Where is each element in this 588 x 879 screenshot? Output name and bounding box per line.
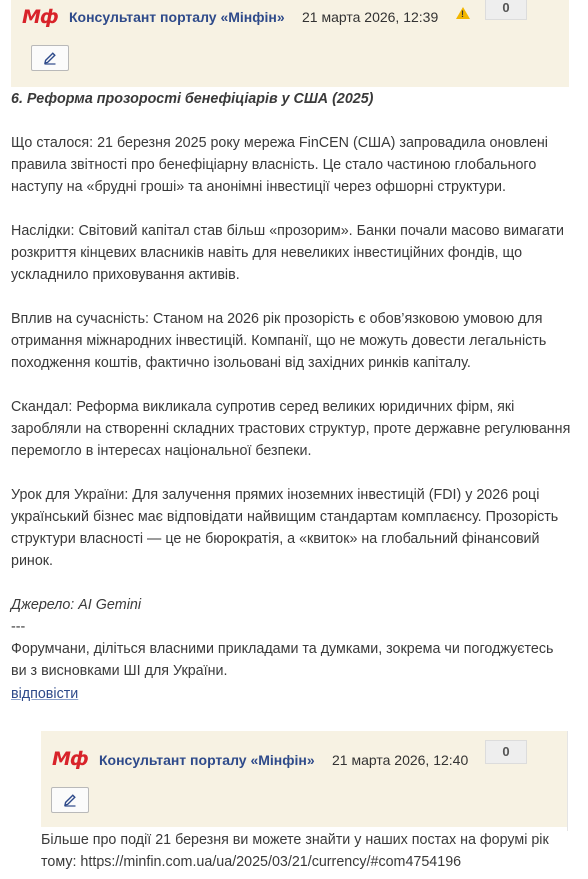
post1-date: 21 марта 2026, 12:39: [302, 9, 439, 25]
post1-body: [11, 88, 571, 682]
post2-logo: Мф: [52, 748, 88, 770]
thread-divider: [567, 731, 568, 831]
post2-vote-count[interactable]: 0: [485, 740, 527, 764]
post1-author[interactable]: Консультант порталу «Мінфін»: [69, 9, 285, 25]
post1-vote-count[interactable]: 0: [485, 0, 527, 20]
pencil-icon: [42, 50, 58, 66]
post1-separator: ---: [11, 619, 26, 635]
post1-paragraph: Вплив на сучасність: Станом на 2026 рік прозорість є обов’язковою умовою для отримання міжнародних інвестицій. Компанії, що не можуть довести легальність походження коштів, фактично ізольовані від західних ринків капіталу.: [11, 311, 547, 371]
post2-text: Більше про події 21 березня ви можете знайти у наших постах на форумі рік тому: https://minfin.com.ua/ua/2025/03/21/currency/#com4754196: [41, 832, 549, 870]
post1-paragraph: Урок для України: Для залучення прямих іноземних інвестицій (FDI) у 2026 році український бізнес має відповідати найвищим стандартам комплаєнсу. Прозорість структури власності — це не бюрократія, а «квиток» на глобальний фінансовий ринок.: [11, 487, 559, 569]
warning-icon[interactable]: !: [456, 7, 470, 21]
post1-paragraph: Скандал: Реформа викликала супротив серед великих юридичних фірм, які заробляли на створенні складних трастових структур, проте державне регулювання перемогло в інтересах національної безпеки.: [11, 399, 571, 459]
post1-paragraph: Наслідки: Світовий капітал став більш «прозорим». Банки почали масово вимагати розкриття кінцевих власників навіть для невеликих інвестиційних фондів, що ускладнило приховування активів.: [11, 223, 564, 283]
post1-edit-button[interactable]: [31, 45, 69, 71]
post1-source: Джерело: AI Gemini: [11, 597, 142, 613]
post2-body: [41, 829, 561, 873]
post1-closing: Форумчани, діліться власними прикладами та думками, зокрема чи погоджуєтесь ви з висновками ШІ для України.: [11, 641, 554, 679]
post2-edit-button[interactable]: [51, 787, 89, 813]
post2-date: 21 марта 2026, 12:40: [332, 752, 469, 768]
post2-author[interactable]: Консультант порталу «Мінфін»: [99, 752, 315, 768]
pencil-icon: [62, 792, 78, 808]
post1-title: 6. Реформа прозорості бенефіціарів у США (2025): [11, 91, 374, 107]
post1-logo: Мф: [22, 6, 58, 28]
reply-link[interactable]: відповісти: [11, 686, 79, 702]
post1-paragraph: Що сталося: 21 березня 2025 року мережа FinCEN (США) запровадила оновлені правила звітності про бенефіціарну власність. Це стало частиною глобального наступу на «брудні гроші» та анонімні інвестиції через офшорні структури.: [11, 135, 548, 195]
